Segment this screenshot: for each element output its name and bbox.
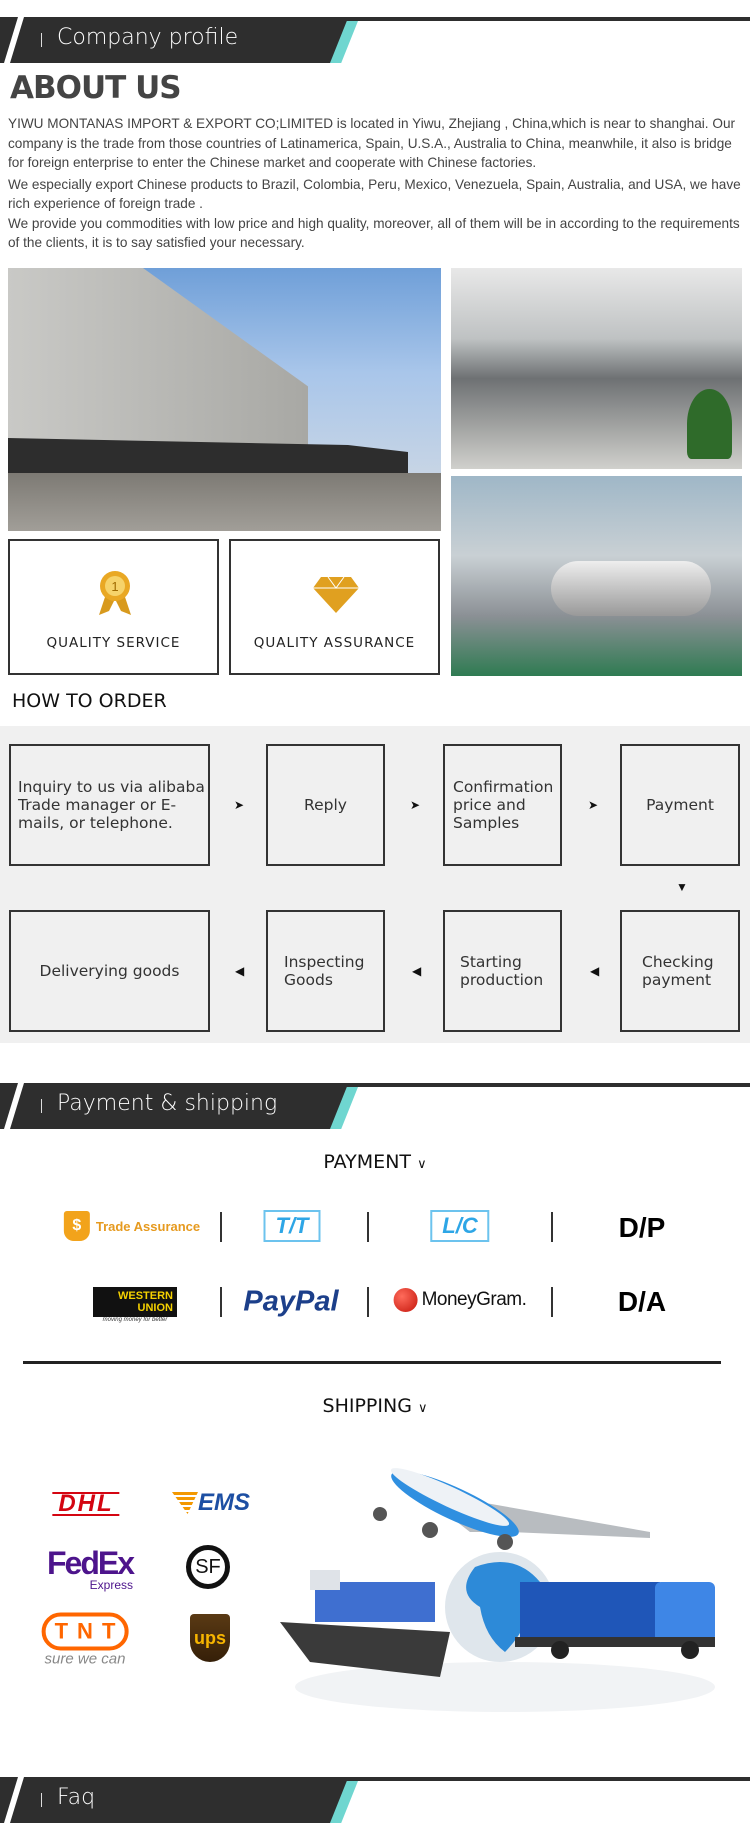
da-logo: D/A xyxy=(617,1286,667,1317)
flow-step xyxy=(443,744,562,866)
section-header-company-profile xyxy=(0,17,750,63)
section-title: Faq xyxy=(57,1785,96,1810)
payment-title-text: PAYMENT xyxy=(323,1151,412,1173)
arrow-right-icon: ➤ xyxy=(588,798,599,812)
flow-step xyxy=(620,744,740,866)
ems-text: EMS xyxy=(197,1489,251,1516)
cargo-ship-icon xyxy=(280,1570,450,1677)
divider xyxy=(220,1212,222,1242)
about-paragraph: We especially export Chinese products to Brazil, Colombia, Peru, Mexico, Venezuela, Spain, Australia, and USA, we have rich experience of foreign trade . xyxy=(8,176,741,211)
svg-text:1: 1 xyxy=(111,579,119,594)
fedex-logo xyxy=(46,1545,134,1592)
flow-step-text: Inquiry to us via alibaba Trade manager or E-mails, or telephone. xyxy=(18,778,205,832)
diamond-icon xyxy=(311,575,361,615)
flow-step xyxy=(266,910,385,1032)
payment-title xyxy=(0,1151,750,1173)
western-union-logo xyxy=(93,1287,177,1323)
trade-assurance-text: Trade Assurance xyxy=(95,1218,201,1234)
flow-step-text: Inspecting Goods xyxy=(284,953,365,989)
ems-wing-icon xyxy=(172,1492,198,1514)
quality-assurance-card xyxy=(229,539,440,675)
about-paragraph: YIWU MONTANAS IMPORT & EXPORT CO;LIMITED is located in Yiwu, Zhejiang , China,which is near to shanghai. Our company is the trade from those countries of Latinamerica, Spain, U.S.A., Australia to China, meanwhile, it also is bridge for foreign enterprise to enter the Chinese market and cooperate with Chinese factories. xyxy=(8,116,736,170)
quality-assurance-label: QUALITY ASSURANCE xyxy=(253,635,416,651)
section-title: Payment & shipping xyxy=(57,1091,278,1116)
arrow-left-icon: ◀ xyxy=(412,964,422,978)
arrow-right-icon: ➤ xyxy=(410,798,421,812)
arrow-right-icon: ➤ xyxy=(234,798,245,812)
section-header-faq xyxy=(0,1777,750,1823)
order-flow xyxy=(0,726,750,1043)
quality-service-card xyxy=(8,539,219,675)
quality-service-label: QUALITY SERVICE xyxy=(46,635,181,651)
divider xyxy=(367,1287,369,1317)
building-photo xyxy=(8,268,441,531)
tnt-tagline: sure we can xyxy=(44,1650,126,1668)
divider xyxy=(551,1287,553,1317)
ups-logo: ups xyxy=(190,1614,230,1662)
divider xyxy=(220,1287,222,1317)
flow-step xyxy=(9,910,210,1032)
flow-step-text: Payment xyxy=(646,796,714,814)
flow-step xyxy=(443,910,562,1032)
paypal-logo: PayPal xyxy=(243,1285,339,1318)
ems-logo xyxy=(172,1489,250,1517)
western-union-text: WESTERN UNION xyxy=(93,1287,177,1317)
about-heading: ABOUT US xyxy=(10,70,181,106)
dp-logo: D/P xyxy=(618,1212,666,1243)
arrow-left-icon: ◀ xyxy=(235,964,245,978)
transport-illustration xyxy=(280,1452,730,1717)
shipping-title xyxy=(0,1395,750,1417)
flow-step-text: Starting production xyxy=(460,953,544,989)
chevron-down-icon: ∨ xyxy=(417,1157,427,1172)
tnt-logo xyxy=(42,1613,129,1668)
shipping-title-text: SHIPPING xyxy=(322,1395,412,1417)
how-to-order-title: HOW TO ORDER xyxy=(12,690,167,712)
moneygram-logo xyxy=(394,1288,527,1312)
flow-step xyxy=(9,744,210,866)
about-text xyxy=(8,114,748,255)
arrow-down-icon: ▼ xyxy=(676,880,688,894)
flow-step-text: Checking payment xyxy=(642,953,714,989)
truck-icon xyxy=(515,1582,715,1659)
flow-step xyxy=(266,744,385,866)
flow-step-text: Deliverying goods xyxy=(39,962,180,980)
fedex-text: FedEx xyxy=(46,1545,134,1581)
office-photo xyxy=(451,268,742,469)
airplane-icon xyxy=(373,1460,650,1550)
moneygram-text: MoneyGram. xyxy=(421,1289,527,1310)
western-union-tagline: moving money for better xyxy=(102,1317,168,1323)
chevron-down-icon: ∨ xyxy=(417,1401,428,1416)
arrow-left-icon: ◀ xyxy=(590,964,600,978)
shield-dollar-icon: $ xyxy=(64,1211,90,1241)
fedex-express-text: Express xyxy=(89,1578,134,1592)
flow-step-text: Confirmation price and Samples xyxy=(453,778,554,832)
moneygram-icon xyxy=(394,1288,418,1312)
lc-logo: L/C xyxy=(430,1210,489,1242)
tnt-text: TNT xyxy=(42,1613,129,1651)
section-header-payment-shipping xyxy=(0,1083,750,1129)
trade-assurance-logo xyxy=(64,1211,200,1241)
factory-photo xyxy=(451,476,742,676)
sf-logo: SF xyxy=(186,1545,230,1589)
section-divider xyxy=(23,1361,721,1364)
dhl-logo: DHL xyxy=(52,1492,119,1516)
flow-step xyxy=(620,910,740,1032)
divider xyxy=(367,1212,369,1242)
medal-icon xyxy=(95,569,135,619)
about-paragraph: We provide you commodities with low price and high quality, moreover, all of them will be in according to the requirements of the clients, it is to say satisfied your necessary. xyxy=(8,215,740,250)
tt-logo: T/T xyxy=(264,1210,321,1242)
section-title: Company profile xyxy=(57,25,239,50)
divider xyxy=(551,1212,553,1242)
flow-step-text: Reply xyxy=(304,796,347,814)
